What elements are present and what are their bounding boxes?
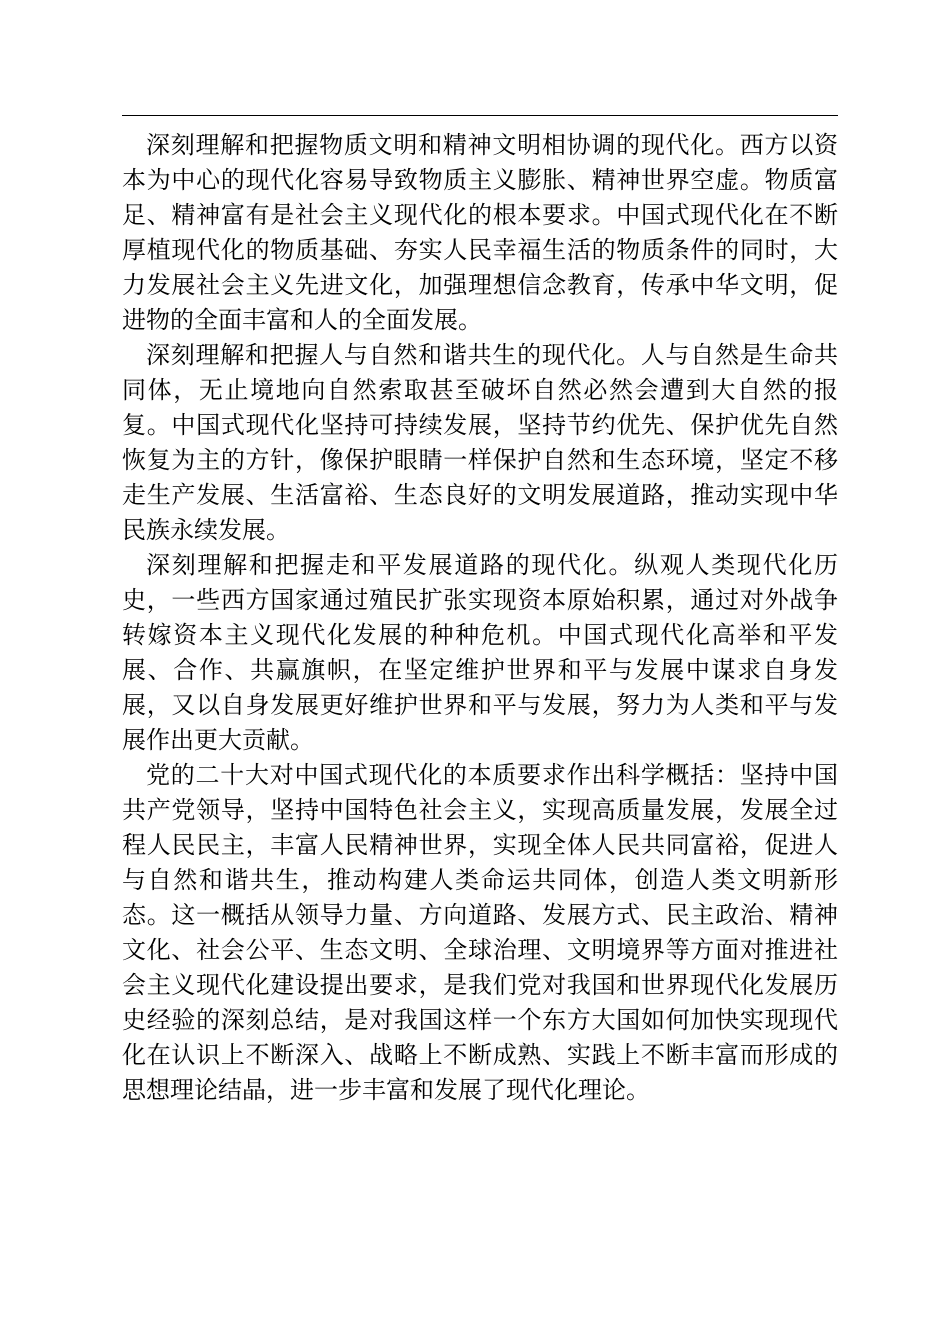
paragraph-harmony-nature: 深刻理解和把握人与自然和谐共生的现代化。人与自然是生命共同体，无止境地向自然索取甚至破坏自然必然会遭到大自然的报复。中国式现代化坚持可持续发展，坚持节约优先、保护优先自然恢复为主的方针，像保护眼睛一样保护自然和生态环境，坚定不移走生产发展、生活富裕、生态良好的文明发展道路，推动实现中华民族永续发展。 — [122, 341, 838, 544]
paragraph-peaceful-development: 深刻理解和把握走和平发展道路的现代化。纵观人类现代化历史，一些西方国家通过殖民扩张实现资本原始积累，通过对外战争转嫁资本主义现代化发展的种种危机。中国式现代化高举和平发展、合作、共赢旗帜，在坚定维护世界和平与发展中谋求自身发展，又以自身发展更好维护世界和平与发展，努力为人类和平与发展作出更大贡献。 — [122, 551, 838, 754]
paragraph-essential-requirements: 党的二十大对中国式现代化的本质要求作出科学概括：坚持中国共产党领导，坚持中国特色社会主义，实现高质量发展，发展全过程人民民主，丰富人民精神世界，实现全体人民共同富裕，促进人与自然和谐共生，推动构建人类命运共同体，创造人类文明新形态。这一概括从领导力量、方向道路、发展方式、民主政治、精神文化、社会公平、生态文明、全球治理、文明境界等方面对推进社会主义现代化建设提出要求，是我们党对我国和世界现代化发展历史经验的深刻总结，是对我国这样一个东方大国如何加快实现现代化在认识上不断深入、战略上不断成熟、实践上不断丰富而形成的思想理论结晶，进一步丰富和发展了现代化理论。 — [122, 761, 838, 1104]
header-rule — [122, 115, 838, 116]
document-body — [122, 128, 838, 1108]
paragraph-material-spiritual: 深刻理解和把握物质文明和精神文明相协调的现代化。西方以资本为中心的现代化容易导致物质主义膨胀、精神世界空虚。物质富足、精神富有是社会主义现代化的根本要求。中国式现代化在不断厚植现代化的物质基础、夯实人民幸福生活的物质条件的同时，大力发展社会主义先进文化，加强理想信念教育，传承中华文明，促进物的全面丰富和人的全面发展。 — [122, 131, 838, 334]
